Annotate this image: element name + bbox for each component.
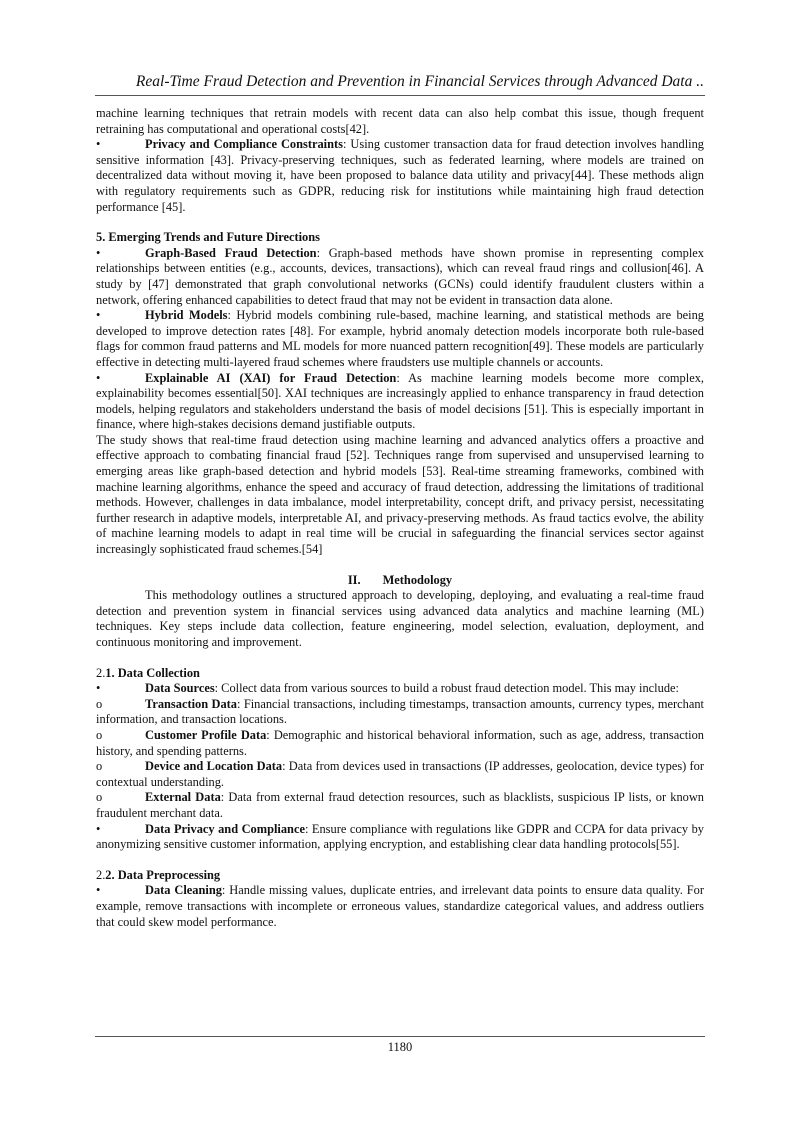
bullet-explainable-ai — [96, 371, 704, 433]
sub-item-marker: o — [96, 696, 103, 711]
continuation-paragraph: machine learning techniques that retrain models with recent data can also help combat this issue, though frequent retraining has computational and operational costs[42]. — [96, 106, 704, 136]
sub-item-transaction-data — [96, 697, 704, 728]
bullet-data-sources — [96, 681, 704, 697]
bullet-marker: • — [96, 821, 101, 836]
summary-paragraph: The study shows that real-time fraud detection using machine learning and advanced analytics offers a proactive and effective approach to combating financial fraud [52]. Techniques range from supervised and unsupervised learning to emerging areas like graph-based detection and hybrid models [53]. Real-time streaming frameworks, combined with machine learning algorithms, enhance the speed and accuracy of fraud detection, addressing the limitations of traditional methods. However, challenges in data imbalance, model interpretability, concept drift, and privacy persist, necessitating further research in adaptive models, interpretable AI, and privacy-preserving methods. As fraud tactics evolve, the ability of machine learning models to adapt in real time will be crucial in safeguarding the financial services sector against increasingly sophisticated fraud schemes.[54] — [96, 432, 704, 557]
sub-item-device-location — [96, 759, 704, 790]
methodology-heading — [96, 573, 704, 589]
sub-item-text: : Demographic and historical behavioral information, such as age, address, transaction history, and spending patterns. — [96, 727, 704, 758]
bullet-text: : Handle missing values, duplicate entries, and irrelevant data points to ensure data quality. For example, remove transactions with incomplete or erroneous values, standardize categorical values, and address outliers that could skew model performance. — [96, 883, 704, 929]
sub-item-lead: Customer Profile Data — [145, 727, 267, 742]
section-5-heading: 5. Emerging Trends and Future Directions — [96, 230, 320, 245]
bullet-lead: Data Cleaning — [145, 883, 222, 898]
bullet-text: : Graph-based methods have shown promise in representing complex relationships between entities (e.g., accounts, devices, transactions), which can reveal fraud rings and collusion[46]. A study by [47] demonstrated that graph convolutional networks (GCNs) could identify fraudulent clusters within a network, offering enhanced capabilities to detect fraud that may not be evident in transaction data alone. — [96, 245, 704, 307]
bullet-data-privacy — [96, 822, 704, 853]
sub-item-text: : Data from external fraud detection resources, such as blacklists, suspicious IP lists, or known fraudulent merchant data. — [96, 790, 704, 820]
section-title: Methodology — [382, 572, 453, 587]
sub-item-lead: External Data — [145, 790, 221, 805]
bullet-text: : Ensure compliance with regulations like GDPR and CCPA for data privacy by anonymizing sensitive customer information, applying encryption, and establishing clear data handling protocols[55]. — [96, 821, 704, 852]
bullet-marker: • — [96, 308, 101, 323]
bullet-lead: Privacy and Compliance Constraints — [145, 137, 343, 152]
data-preprocessing-heading — [96, 868, 704, 884]
sub-item-marker: o — [96, 790, 103, 805]
section-number: II. — [347, 572, 361, 587]
bullet-privacy-constraints — [96, 137, 704, 215]
bullet-lead: Data Privacy and Compliance — [145, 821, 305, 836]
bullet-data-cleaning — [96, 883, 704, 930]
bullet-marker: • — [96, 245, 101, 260]
running-header-title: Real-Time Fraud Detection and Prevention in Financial Services through Advanced Data .. — [135, 73, 704, 90]
sub-item-lead: Transaction Data — [145, 696, 237, 711]
bullet-text: : Collect data from various sources to build a robust fraud detection model. This may include: — [214, 681, 679, 696]
methodology-intro: This methodology outlines a structured approach to developing, deploying, and evaluating a real-time fraud detection and prevention system in financial services using advanced data analytics and machine learning (ML) techniques. Key steps include data collection, feature engineering, model selection, evaluation, deployment, and continuous monitoring and improvement. — [96, 588, 704, 649]
header-rule — [95, 95, 705, 96]
sub-item-text: : Financial transactions, including timestamps, transaction amounts, currency types, merchant information, and transaction locations. — [96, 696, 704, 727]
bullet-hybrid-models — [96, 308, 704, 370]
bullet-marker: • — [96, 137, 101, 152]
heading-text: 1. Data Collection — [105, 665, 200, 680]
page-body — [96, 106, 704, 930]
bullet-graph-based — [96, 246, 704, 308]
bullet-text: : Hybrid models combining rule-based, machine learning, and statistical methods are being developed to improve detection rates [48]. For example, hybrid anomaly detection models incorporate both rule-based flags for common fraud patterns and ML models for more nuanced pattern recognition[49]. These models are particularly effective in detecting multi-layered fraud schemes where fraudsters use multiple channels or accounts. — [96, 308, 704, 369]
heading-prefix: 2. — [96, 867, 106, 882]
bullet-marker: • — [96, 370, 101, 385]
sub-item-marker: o — [96, 727, 103, 742]
heading-text: 2. Data Preprocessing — [105, 867, 221, 882]
sub-item-text: : Data from devices used in transactions (IP addresses, geolocation, device types) for contextual understanding. — [96, 759, 704, 789]
page-number: 1180 — [387, 1040, 413, 1054]
sub-item-lead: Device and Location Data — [145, 759, 283, 774]
footer-rule — [95, 1036, 705, 1037]
bullet-text: : Using customer transaction data for fraud detection involves handling sensitive information [43]. Privacy-preserving techniques, such as federated learning, where models are trained on decentralized data without moving it, have been proposed to balance data utility and privacy[44]. These methods align with regulatory requirements such as GDPR, reducing risk for institutions while maintaining high fraud detection performance [45]. — [96, 137, 705, 214]
sub-item-customer-profile — [96, 728, 704, 759]
sub-item-marker: o — [96, 759, 103, 774]
sub-item-external-data — [96, 790, 704, 821]
bullet-lead: Explainable AI (XAI) for Fraud Detection — [145, 370, 397, 385]
bullet-marker: • — [96, 681, 101, 696]
bullet-lead: Hybrid Models — [145, 308, 228, 323]
bullet-text: : As machine learning models become more complex, explainability becomes essential[50]. XAI techniques are increasingly applied to enhance transparency in fraud detection models, helping regulators and stakeholders understand the basis of model decisions [51]. This is especially important in finance, where high-stakes decisions demand justifiable outputs. — [96, 370, 704, 432]
data-collection-heading — [96, 666, 704, 682]
heading-prefix: 2. — [96, 665, 106, 680]
bullet-marker: • — [96, 883, 101, 898]
bullet-lead: Data Sources — [145, 681, 215, 696]
bullet-lead: Graph-Based Fraud Detection — [145, 245, 317, 260]
